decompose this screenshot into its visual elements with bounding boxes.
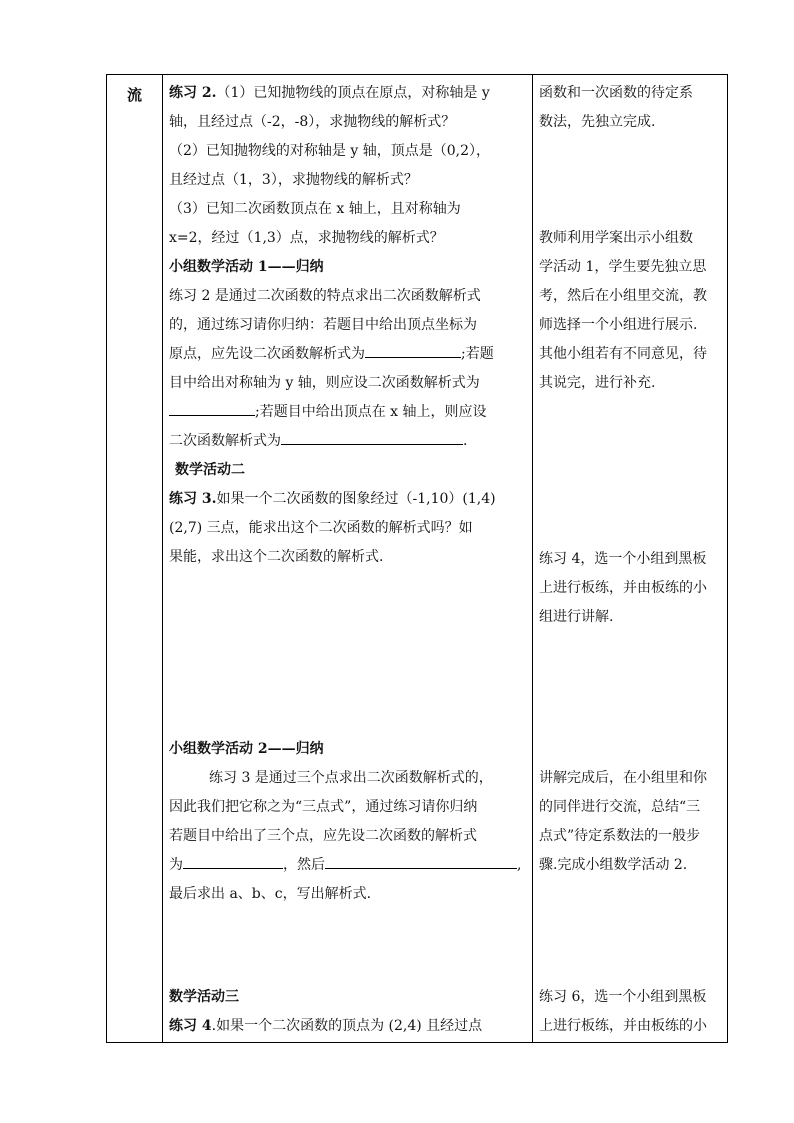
- teacher-note-4-line4: 骤.完成小组数学活动 2.: [539, 857, 688, 873]
- exercise-2-title: 练习 2.: [169, 85, 217, 101]
- exercise-2-q1-line2: 轴，且经过点（-2，-8），求抛物线的解析式？: [169, 114, 456, 130]
- answer-blank-2[interactable]: [169, 400, 255, 416]
- teacher-note-3: [539, 545, 724, 632]
- teacher-note-4-line2: 的同伴进行交流，总结“三: [539, 799, 701, 815]
- exercise-2-q2-line1: （2）已知抛物线的对称轴是 y 轴，顶点是（0,2），: [169, 143, 490, 159]
- exercise-3-line3: 果能，求出这个二次函数的解析式.: [169, 549, 384, 565]
- teacher-note-5-line1: 练习 6，选一个小组到黑板: [539, 989, 707, 1005]
- column-divider-1: [162, 75, 163, 1042]
- group-activity-1-line6-end: .: [463, 433, 468, 449]
- exercise-3-line1: 如果一个二次函数的图象经过（-1,10）(1,4): [216, 491, 496, 507]
- group-activity-2-line4-mid: ，然后: [283, 857, 325, 873]
- teacher-note-1: [539, 79, 724, 137]
- group-activity-1-line5: ;若题目中给出顶点在 x 轴上，则应设: [255, 404, 487, 420]
- exercise-2-block: [169, 79, 529, 572]
- group-activity-1-heading: 小组数学活动 1——归纳: [169, 259, 324, 275]
- group-activity-2-line2: 因此我们把它称之为“三点式”，通过练习请你归纳: [169, 799, 478, 815]
- exercise-2-q3-line2: x=2，经过（1,3）点，求抛物线的解析式？: [169, 230, 444, 246]
- group-activity-2-line1: 练习 3 是通过三个点求出二次函数解析式的，: [209, 770, 493, 786]
- group-activity-1-line1: 练习 2 是通过二次函数的特点求出二次函数解析式: [169, 288, 481, 304]
- exercise-3-title: 练习 3.: [169, 491, 217, 507]
- teacher-note-5: [539, 983, 724, 1041]
- exercise-2-q3-line1: （3）已知二次函数顶点在 x 轴上，且对称轴为: [169, 201, 461, 217]
- teacher-note-4-line3: 点式”待定系数法的一般步: [539, 828, 701, 844]
- teacher-note-1-line2: 数法，先独立完成.: [539, 114, 656, 130]
- exercise-2-q2-line2: 且经过点（1，3），求抛物线的解析式？: [169, 172, 418, 188]
- math-activity-3-heading: 数学活动三: [169, 989, 239, 1005]
- exercise-4-title: 练习 4: [169, 1018, 212, 1034]
- group-activity-2-heading: 小组数学活动 2——归纳: [169, 741, 324, 757]
- exercise-3-line2: (2,7) 三点，能求出这个二次函数的解析式吗？如: [169, 520, 473, 536]
- answer-blank-3[interactable]: [281, 429, 463, 445]
- teacher-note-2-line2: 学活动 1，学生要先独立思: [539, 259, 707, 275]
- teacher-note-2-line5: 其他小组若有不同意见，待: [539, 346, 707, 362]
- group-activity-1-line6: 二次函数解析式为: [169, 433, 281, 449]
- group-activity-2-line4-start: 为: [169, 857, 183, 873]
- teacher-note-2-line6: 其说完，进行补充.: [539, 375, 656, 391]
- teacher-note-2-line4: 师选择一个小组进行展示.: [539, 317, 698, 333]
- section-label: 流: [126, 86, 142, 104]
- teacher-note-1-line1: 函数和一次函数的待定系: [539, 85, 693, 101]
- teacher-note-2: [539, 224, 724, 398]
- group-activity-1-line4: 目中给出对称轴为 y 轴，则应设二次函数解析式为: [169, 375, 480, 391]
- exercise-2-q1-line1: （1）已知抛物线的顶点在原点，对称轴是 y: [216, 85, 490, 101]
- teacher-note-4-line1: 讲解完成后，在小组里和你: [539, 770, 707, 786]
- group-activity-1-line3-end: ;若题: [461, 346, 494, 362]
- teacher-note-3-line3: 组进行讲解.: [539, 609, 614, 625]
- group-activity-2-line3: 若题目中给出了三个点，应先设二次函数的解析式: [169, 828, 477, 844]
- group-activity-1-line3: 原点，应先设二次函数解析式为: [169, 346, 365, 362]
- teacher-note-3-line1: 练习 4，选一个小组到黑板: [539, 551, 707, 567]
- teacher-note-2-line1: 教师利用学案出示小组数: [539, 230, 693, 246]
- math-activity-2-heading: 数学活动二: [175, 462, 245, 478]
- column-divider-2: [532, 75, 533, 1042]
- teacher-note-4: [539, 764, 724, 880]
- teacher-note-3-line2: 上进行板练，并由板练的小: [539, 580, 707, 596]
- answer-blank-5[interactable]: [325, 853, 517, 869]
- math-activity-3-block: [169, 983, 529, 1041]
- answer-blank-1[interactable]: [365, 342, 461, 358]
- group-activity-1-line2: 的，通过练习请你归纳：若题目中给出顶点坐标为: [169, 317, 477, 333]
- group-activity-2-block: [169, 735, 529, 909]
- group-activity-2-line5: 最后求出 a、b、c，写出解析式.: [169, 886, 372, 902]
- teacher-note-2-line3: 考，然后在小组里交流，教: [539, 288, 707, 304]
- group-activity-2-line4-end: ,: [517, 857, 522, 873]
- lesson-plan-table: [106, 74, 728, 1043]
- answer-blank-4[interactable]: [183, 853, 283, 869]
- exercise-4-line1: .如果一个二次函数的顶点为 (2,4) 且经过点: [211, 1018, 483, 1034]
- teacher-note-5-line2: 上进行板练，并由板练的小: [539, 1018, 707, 1034]
